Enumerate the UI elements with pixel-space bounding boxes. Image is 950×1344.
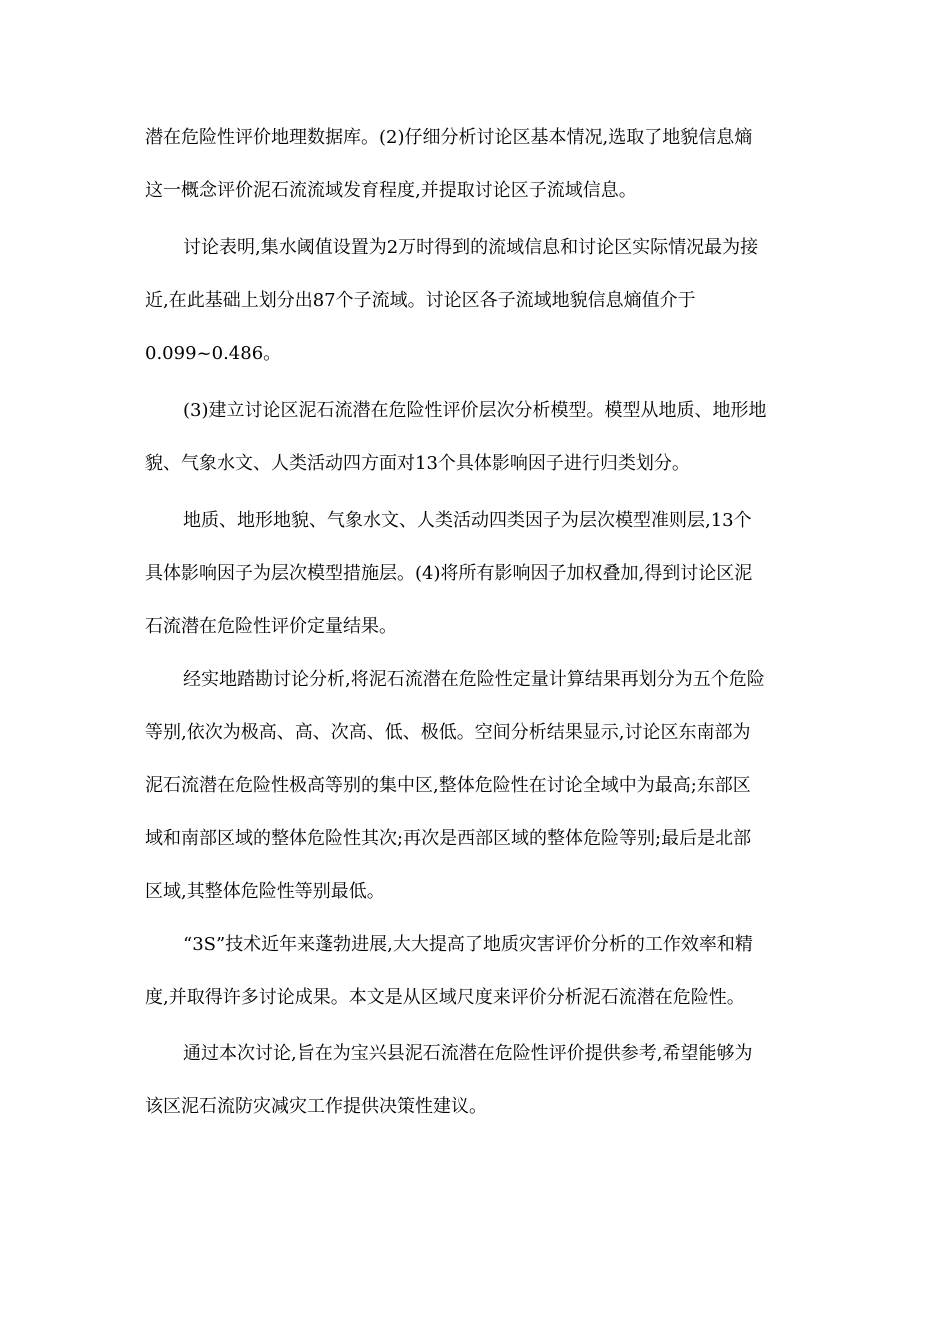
paragraph-line: 貌、气象水文、人类活动四方面对13个具体影响因子进行归类划分。 [145, 453, 690, 474]
paragraph-1 [145, 111, 825, 217]
paragraph-5 [145, 653, 825, 918]
paragraph-4 [145, 494, 825, 653]
paragraph-line: 石流潜在危险性评价定量结果。 [145, 616, 397, 637]
paragraph-line: 域和南部区域的整体危险性其次;再次是西部区域的整体危险等别;最后是北部 [145, 828, 752, 849]
paragraph-line: 地质、地形地貌、气象水文、人类活动四类因子为层次模型准则层,13个 [183, 510, 752, 531]
paragraph-line: 0.099~0.486。 [145, 343, 282, 364]
paragraph-line: 等别,依次为极高、高、次高、低、极低。空间分析结果显示,讨论区东南部为 [145, 722, 751, 743]
paragraph-line: 近,在此基础上划分出87个子流域。讨论区各子流域地貌信息熵值介于 [145, 290, 696, 311]
paragraph-line: 经实地踏勘讨论分析,将泥石流潜在危险性定量计算结果再划分为五个危险 [183, 669, 765, 690]
paragraph-3 [145, 384, 825, 490]
paragraph-line: 区域,其整体危险性等别最低。 [145, 881, 385, 902]
paragraph-line: (3)建立讨论区泥石流潜在危险性评价层次分析模型。模型从地质、地形地 [183, 400, 767, 421]
paragraph-6 [145, 918, 825, 1024]
paragraph-2 [145, 221, 825, 380]
paragraph-line: “3S”技术近年来蓬勃进展,大大提高了地质灾害评价分析的工作效率和精 [183, 934, 753, 955]
paragraph-7 [145, 1027, 825, 1133]
paragraph-line: 具体影响因子为层次模型措施层。(4)将所有影响因子加权叠加,得到讨论区泥 [145, 563, 753, 584]
paragraph-line: 潜在危险性评价地理数据库。(2)仔细分析讨论区基本情况,选取了地貌信息熵 [145, 127, 753, 148]
paragraph-line: 泥石流潜在危险性极高等别的集中区,整体危险性在讨论全域中为最高;东部区 [145, 775, 751, 796]
paragraph-line: 讨论表明,集水阈值设置为2万时得到的流域信息和讨论区实际情况最为接 [183, 237, 759, 258]
paragraph-line: 通过本次讨论,旨在为宝兴县泥石流潜在危险性评价提供参考,希望能够为 [183, 1043, 753, 1064]
paragraph-line: 这一概念评价泥石流流域发育程度,并提取讨论区子流域信息。 [145, 180, 637, 201]
paragraph-line: 该区泥石流防灾减灾工作提供决策性建议。 [145, 1096, 487, 1117]
paragraph-line: 度,并取得许多讨论成果。本文是从区域尺度来评价分析泥石流潜在危险性。 [145, 987, 745, 1008]
